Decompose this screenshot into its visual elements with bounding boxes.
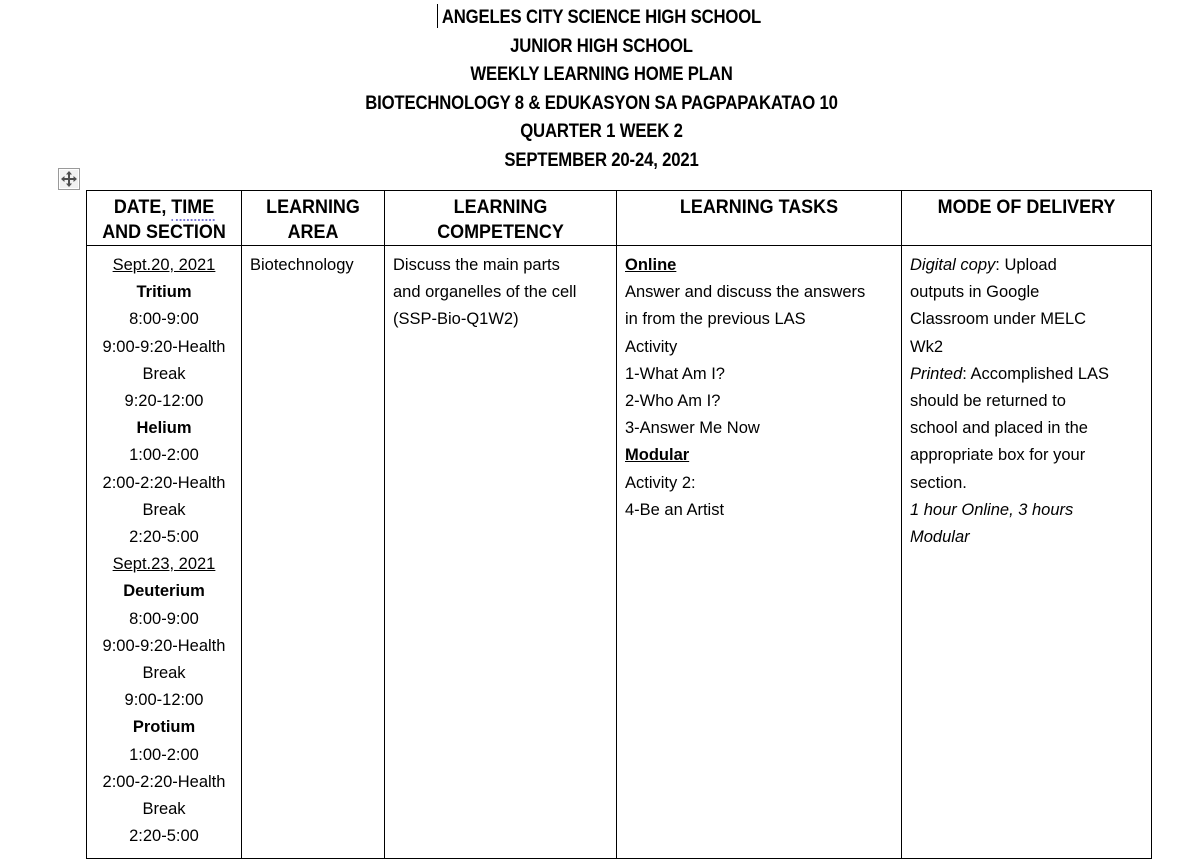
delivery-line-text: appropriate box for your [910,446,1086,465]
schedule-line [95,415,233,442]
competency-line: and organelles of the cell [393,283,577,302]
competency-line: Discuss the main parts [393,256,560,274]
weekly-plan-table-container [86,190,1151,859]
header-line-date-range: SEPTEMBER 20-24, 2021 [504,149,699,171]
delivery-line [910,306,1143,333]
document-header [0,0,1203,175]
task-line: 3-Answer Me Now [625,419,760,438]
schedule-line: 8:00-9:00 [129,609,199,628]
task-line: 4-Be an Artist [625,500,725,519]
delivery-line-text: Wk2 [910,337,943,356]
schedule-line: 1:00-2:00 [129,446,199,465]
column-header-learning-competency-line2: COMPETENCY [437,221,564,243]
header-line-plan-title: WEEKLY LEARNING HOME PLAN [470,64,733,85]
schedule-line [95,551,233,578]
delivery-line [910,334,1143,361]
column-header-mode-of-delivery [902,191,1152,246]
cell-mode-of-delivery [902,246,1152,859]
header-line-subjects: BIOTECHNOLOGY 8 & EDUKASYON SA PAGPAPAKATAO 10 [365,92,838,114]
schedule-line [95,252,233,279]
schedule-line-emphasis: Tritium [136,283,192,302]
move-four-arrows-icon [59,169,79,189]
delivery-line-label: 1 hour Online, 3 hours [910,500,1074,519]
header-line-level: JUNIOR HIGH SCHOOL [510,35,693,57]
delivery-line-label: Digital copy [910,256,996,274]
delivery-line-label: Printed [910,364,963,383]
schedule-line: Break [142,500,186,519]
delivery-line-text: : Accomplished LAS [962,364,1110,383]
column-header-section-label: AND SECTION [102,221,226,243]
table-row [87,246,1152,859]
competency-line: (SSP-Bio-Q1W2) [393,310,519,329]
schedule-line-emphasis: Helium [136,419,192,438]
header-line-school: ANGELES CITY SCIENCE HIGH SCHOOL [441,7,762,28]
delivery-line-text: should be returned to [910,392,1066,411]
schedule-line-emphasis: Sept.20, 2021 [112,256,216,274]
cell-learning-tasks-content [617,246,901,532]
schedule-line: 9:00-12:00 [124,691,204,710]
schedule-line-emphasis: Protium [132,718,196,737]
schedule-line: 2:00-2:20-Health [102,772,226,791]
header-line-quarter-week: QUARTER 1 WEEK 2 [520,121,683,142]
schedule-line: 2:20-5:00 [129,827,199,846]
table-header-row [87,191,1152,246]
cell-date-time-section [87,246,242,859]
column-header-learning-tasks [617,191,902,246]
column-header-date-time-section [87,191,242,246]
column-header-date-label: DATE, [113,196,172,218]
schedule-line: Break [142,664,186,683]
schedule-line: 9:00-9:20-Health [102,337,226,356]
delivery-line-text: : Upload [995,256,1057,274]
schedule-line: 8:00-9:00 [129,310,199,329]
cell-learning-tasks [617,246,902,859]
schedule-line [95,578,233,605]
task-line: 1-What Am I? [625,364,725,383]
schedule-line [95,279,233,306]
delivery-line [910,252,1143,279]
cell-learning-competency [385,246,617,859]
task-line-emphasis: Modular [625,446,690,465]
schedule-line-emphasis: Deuterium [123,582,205,601]
cell-learning-competency-content [385,246,616,342]
task-line: 2-Who Am I? [625,392,721,411]
column-header-mode-of-delivery-line1: MODE OF DELIVERY [937,196,1116,218]
column-header-learning-competency-line1: LEARNING [453,196,548,218]
delivery-line [910,415,1143,442]
task-line [625,252,893,279]
column-header-learning-area-line2: AREA [287,221,339,243]
delivery-line [910,524,1143,551]
cell-learning-area-content [242,246,384,287]
table-move-handle[interactable] [58,168,80,190]
schedule-line: Break [142,800,186,819]
delivery-line-text: school and placed in the [910,419,1088,438]
column-header-learning-area [242,191,385,246]
cell-date-time-section-content [87,246,241,858]
schedule-line-emphasis: Sept.23, 2021 [112,555,216,574]
column-header-learning-competency [385,191,617,246]
delivery-line [910,361,1143,388]
schedule-line: Break [142,364,186,383]
schedule-line: 2:20-5:00 [129,528,199,547]
delivery-line [910,442,1143,469]
schedule-line: 1:00-2:00 [129,745,199,764]
delivery-line-label: Modular [910,528,970,547]
weekly-plan-table [86,190,1152,859]
delivery-line [910,470,1143,497]
delivery-line-text: section. [910,473,967,492]
table-body [87,246,1152,859]
delivery-line [910,279,1143,306]
delivery-line [910,497,1143,524]
column-header-time-label: TIME [171,196,214,221]
schedule-line [95,714,233,741]
schedule-line: 2:00-2:20-Health [102,473,226,492]
cell-learning-area [242,246,385,859]
column-header-learning-area-line1: LEARNING [266,196,360,218]
task-line: Activity [625,337,678,356]
delivery-line-text: outputs in Google [910,283,1040,302]
delivery-line-text: Classroom under MELC [910,310,1087,329]
task-line: Answer and discuss the answers [625,283,866,302]
schedule-line: 9:20-12:00 [124,392,204,411]
task-line: Activity 2: [625,473,696,492]
column-header-learning-tasks-line1: LEARNING TASKS [679,196,839,218]
task-line: in from the previous LAS [625,310,806,329]
task-line [625,442,893,469]
task-line-emphasis: Online [625,256,677,274]
delivery-line [910,388,1143,415]
schedule-line: 9:00-9:20-Health [102,636,226,655]
learning-area-line: Biotechnology [250,256,354,274]
cell-mode-of-delivery-content [902,246,1151,559]
table-header-row-group [87,191,1152,246]
